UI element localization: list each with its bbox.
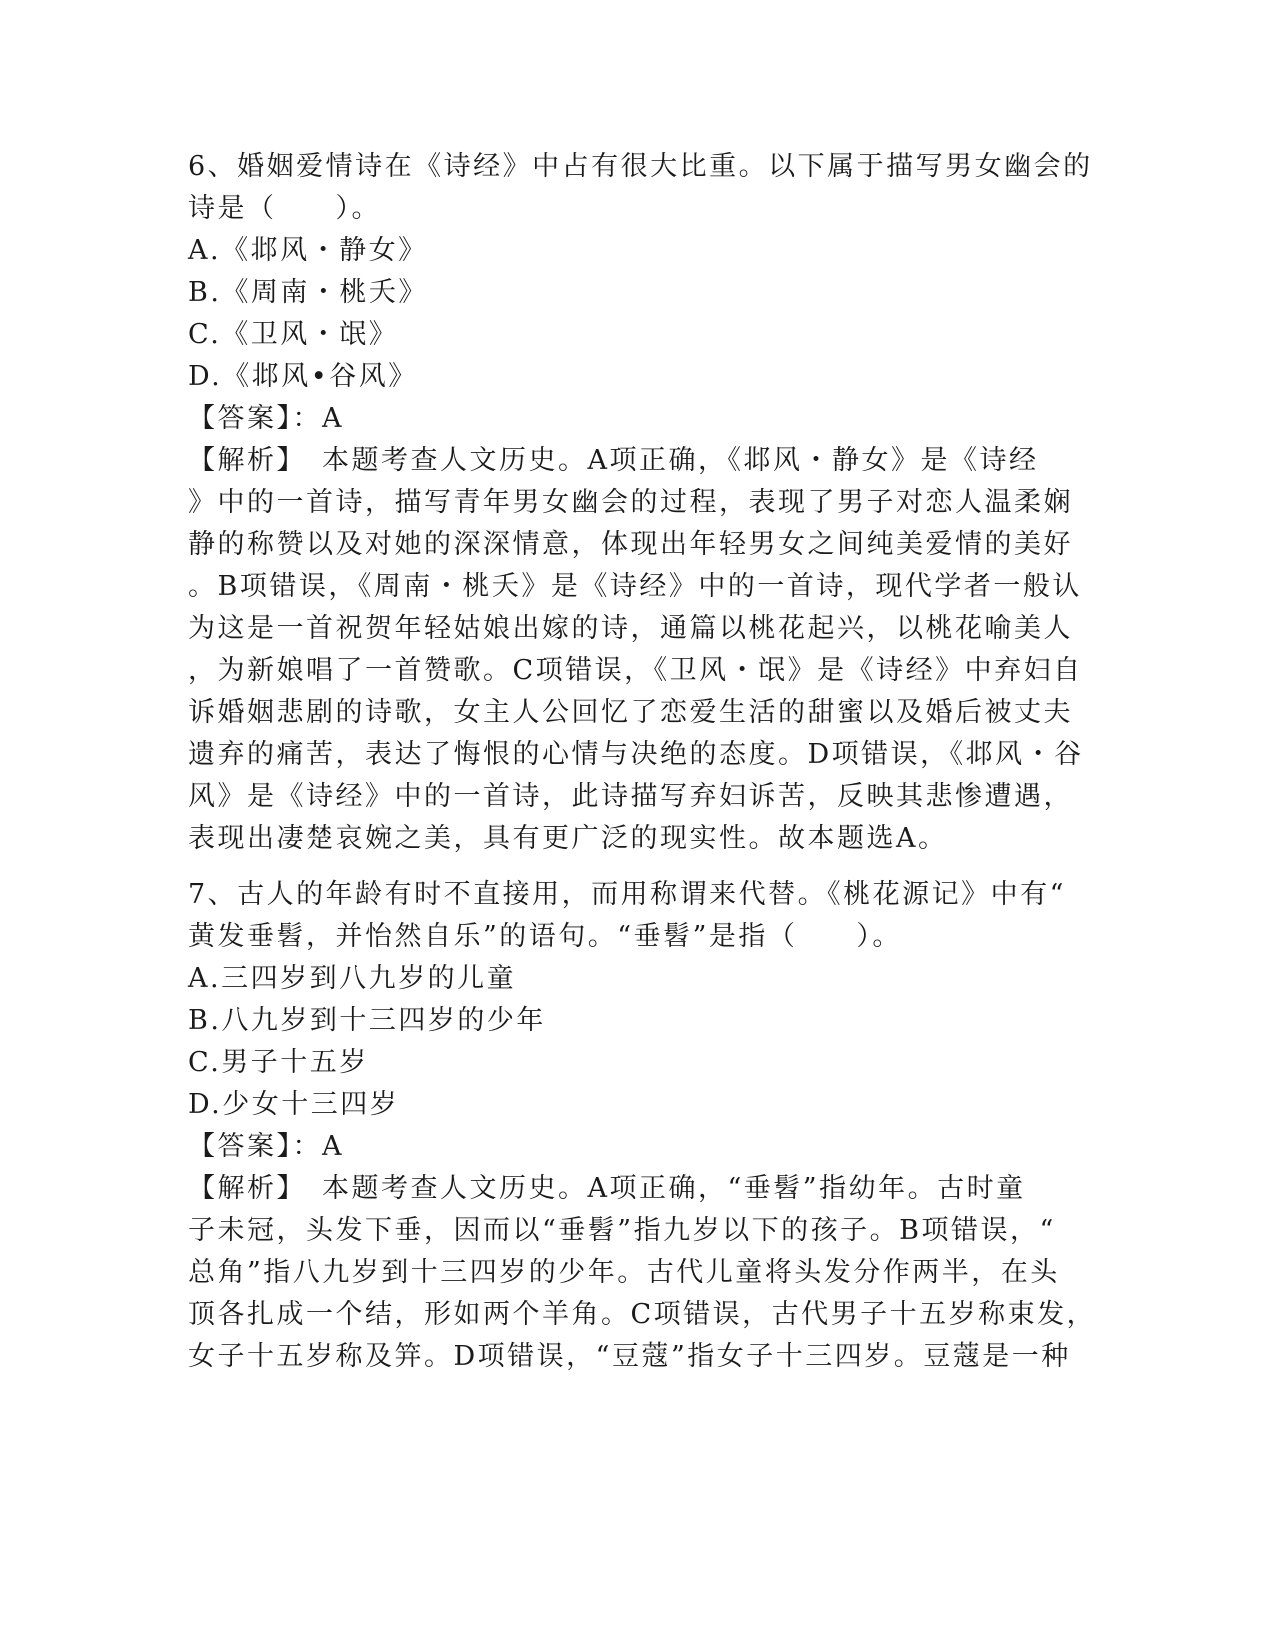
- analysis-line: 遗弃的痛苦，表达了悔恨的心情与决绝的态度。D项错误，《邶风・谷: [188, 739, 1084, 770]
- analysis-line: 诉婚姻悲剧的诗歌，女主人公回忆了恋爱生活的甜蜜以及婚后被丈夫: [188, 697, 1073, 728]
- analysis-line: 女子十五岁称及笄。D项错误，“豆蔻”指女子十三四岁。豆蔻是一种: [188, 1341, 1071, 1372]
- question-stem-line: 诗是（ ）。: [188, 193, 381, 224]
- option-c: C.《卫风・氓》: [188, 319, 399, 350]
- option-c: C.男子十五岁: [188, 1047, 369, 1078]
- question-6: [188, 146, 1093, 860]
- analysis-line: 》中的一首诗，描写青年男女幽会的过程，表现了男子对恋人温柔娴: [188, 487, 1073, 518]
- option-a: A.《邶风・静女》: [188, 235, 428, 266]
- analysis-line: 总角”指八九岁到十三四岁的少年。古代儿童将头发分作两半，在头: [188, 1257, 1060, 1288]
- option-d: D.少女十三四岁: [188, 1089, 400, 1120]
- option-d: D.《邶风•谷风》: [188, 361, 418, 392]
- analysis-line: 静的称赞以及对她的深深情意，体现出年轻男女之间纯美爱情的美好: [188, 529, 1073, 560]
- question-7: [188, 874, 1097, 1378]
- answer-line: 【答案】：A: [188, 403, 344, 434]
- question-stem-line: 6、婚姻爱情诗在《诗经》中占有很大比重。以下属于描写男女幽会的: [188, 151, 1093, 182]
- analysis-line: 【解析】 本题考查人文历史。A项正确，《邶风・静女》是《诗经: [188, 445, 1039, 476]
- option-a: A.三四岁到八九岁的儿童: [188, 963, 517, 994]
- question-stem-line: 黄发垂髫，并怡然自乐”的语句。“垂髫”是指（ ）。: [188, 921, 902, 952]
- analysis-line: 表现出凄楚哀婉之美，具有更广泛的现实性。故本题选A。: [188, 823, 948, 854]
- document-body: [188, 146, 1097, 1378]
- analysis-line: 风》是《诗经》中的一首诗，此诗描写弃妇诉苦，反映其悲惨遭遇，: [188, 781, 1073, 812]
- analysis-line: 。B项错误，《周南・桃夭》是《诗经》中的一首诗，现代学者一般认: [188, 571, 1082, 602]
- analysis-line: 子未冠，头发下垂，因而以“垂髫”指九岁以下的孩子。B项错误，“: [188, 1215, 1056, 1246]
- analysis-line: 【解析】 本题考查人文历史。A项正确，“垂髫”指幼年。古时童: [188, 1173, 1026, 1204]
- answer-line: 【答案】：A: [188, 1131, 344, 1162]
- analysis-line: 顶各扎成一个结，形如两个羊角。C项错误，古代男子十五岁称束发，: [188, 1299, 1097, 1330]
- analysis-line: 为这是一首祝贺年轻姑娘出嫁的诗，通篇以桃花起兴，以桃花喻美人: [188, 613, 1073, 644]
- option-b: B.八九岁到十三四岁的少年: [188, 1005, 546, 1036]
- option-b: B.《周南・桃夭》: [188, 277, 428, 308]
- analysis-line: ，为新娘唱了一首赞歌。C项错误，《卫风・氓》是《诗经》中弃妇自: [188, 655, 1083, 686]
- question-stem-line: 7、古人的年龄有时不直接用，而用称谓来代替。《桃花源记》中有“: [188, 879, 1066, 910]
